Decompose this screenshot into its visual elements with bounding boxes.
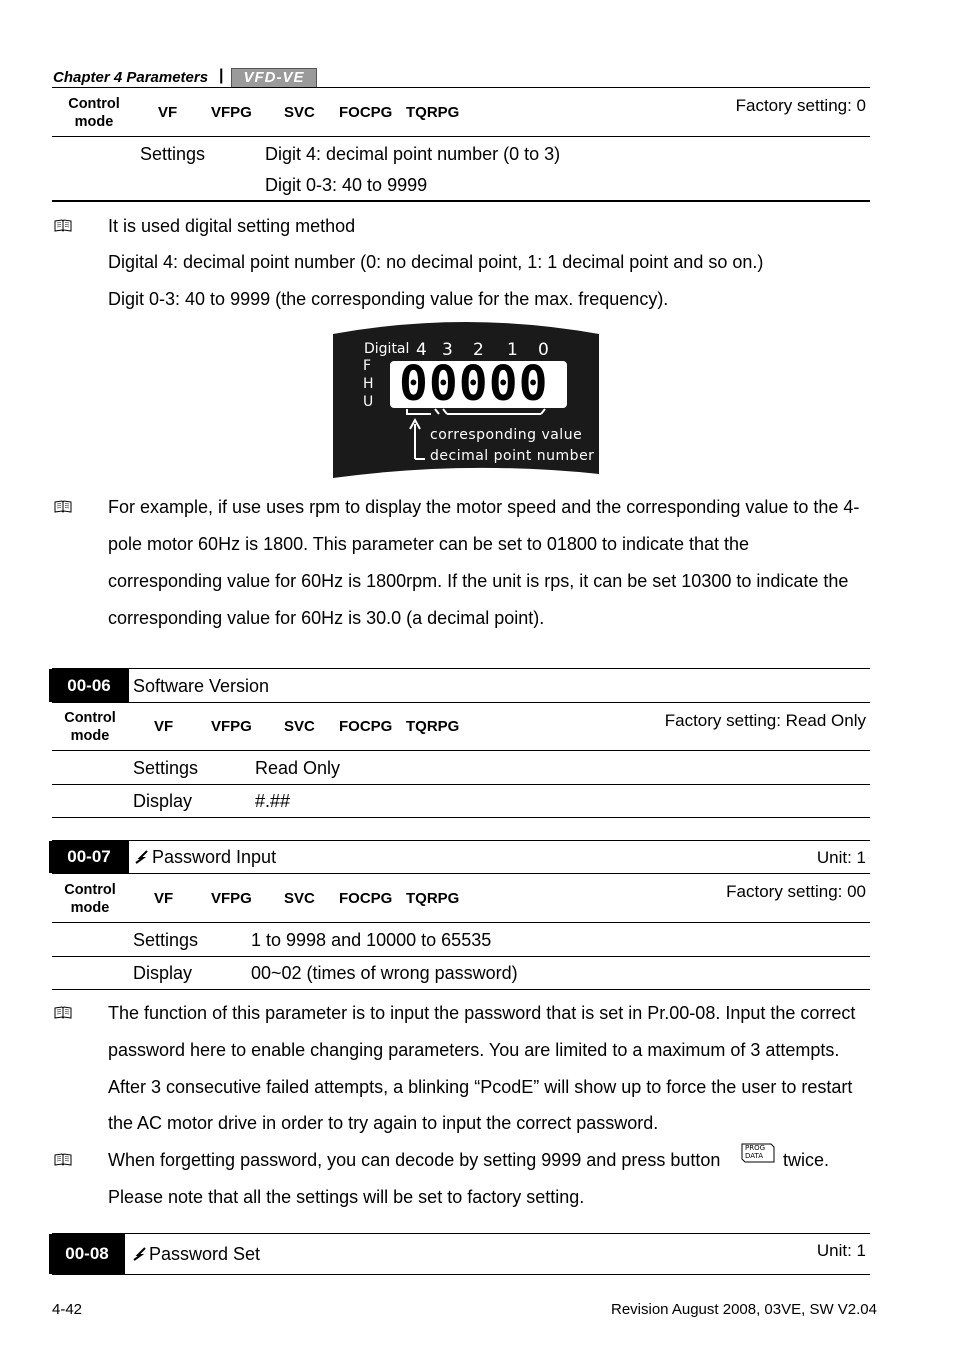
note2-line3: corresponding value for 60Hz is 1800rpm. If the unit is rps, it can be set 10300 to indicate the	[108, 571, 849, 591]
note1-line3: Digit 0-3: 40 to 9999 (the corresponding value for the max. frequency).	[108, 289, 669, 309]
display-value: 00~02 (times of wrong password)	[251, 963, 518, 983]
lcd-letter-u: U	[363, 394, 374, 410]
lcd-digit-2: 2	[473, 340, 484, 360]
factory-setting: Factory setting: 0	[735, 96, 866, 115]
factory-setting: Factory setting: Read Only	[664, 711, 866, 730]
settings-value-line2: Digit 0-3: 40 to 9999	[265, 175, 428, 195]
book-icon	[54, 500, 72, 514]
mode-svc: SVC	[284, 890, 315, 907]
settings-value-line1: Digit 4: decimal point number (0 to 3)	[265, 144, 561, 164]
settings-label: Settings	[133, 758, 199, 778]
mode-focpg: FOCPG	[339, 104, 393, 121]
vfd-ve-logo: VFD-VE	[231, 68, 317, 88]
note1-line2: Digital 4: decimal point number (0: no decimal point, 1: 1 decimal point and so on.)	[108, 252, 764, 272]
table-top-rule	[52, 1233, 870, 1234]
note3-line3: After 3 consecutive failed attempts, a blinking “PcodE” will show up to force the user to restart	[108, 1077, 853, 1097]
mode-tqrpg: TQRPG	[406, 104, 460, 121]
note4-line1: When forgetting password, you can decode by setting 9999 and press button	[108, 1150, 721, 1170]
display-label: Display	[133, 791, 193, 811]
table-top-rule	[52, 87, 870, 88]
param-id-00-08: 00-08	[49, 1234, 125, 1274]
mode-tqrpg: TQRPG	[406, 718, 460, 735]
control-mode-label: Control mode	[64, 882, 116, 916]
mode-vf: VF	[158, 104, 178, 121]
lcd-digit-1: 1	[507, 340, 518, 360]
lcd-digit-3: 3	[442, 340, 453, 360]
mode-svc: SVC	[284, 718, 315, 735]
mode-vf: VF	[154, 718, 174, 735]
revision-info: Revision August 2008, 03VE, SW V2.04	[611, 1301, 877, 1318]
data-label: DATA	[745, 1152, 764, 1160]
table-rule	[52, 702, 870, 703]
display-value: #.##	[255, 791, 291, 811]
note3-line4: the AC motor drive in order to try again to input the correct password.	[108, 1113, 659, 1133]
settings-label: Settings	[140, 144, 206, 164]
note4-line1-end: twice.	[783, 1150, 830, 1170]
note3-line1: The function of this parameter is to input the password that is set in Pr.00-08. Input the correct	[108, 1003, 856, 1023]
note4-line2: Please note that all the settings will be set to factory setting.	[108, 1187, 585, 1207]
mode-vfpg: VFPG	[211, 104, 252, 121]
table-bottom-rule	[52, 817, 870, 818]
book-icon	[54, 1006, 72, 1020]
table-top-rule	[52, 840, 870, 841]
control-mode-label: Control mode	[68, 96, 120, 130]
table-rule	[52, 956, 870, 957]
lcd-letter-h: H	[363, 376, 374, 392]
factory-setting: Factory setting: 00	[726, 882, 866, 901]
mode-focpg: FOCPG	[339, 718, 393, 735]
mode-vf: VF	[154, 890, 174, 907]
table-bottom-rule	[52, 989, 870, 990]
lightning-icon	[135, 850, 149, 864]
param-name-00-08: Password Set	[149, 1244, 261, 1264]
lcd-label-decimal: decimal point number	[430, 448, 595, 464]
header-separator: |	[219, 67, 224, 84]
book-icon	[54, 1153, 72, 1167]
control-mode-label: Control mode	[64, 710, 116, 744]
mode-vfpg: VFPG	[211, 718, 252, 735]
note1-line1: It is used digital setting method	[108, 216, 356, 236]
param-name-00-07: Password Input	[152, 847, 277, 867]
table-top-rule	[52, 668, 870, 669]
param-unit-00-08: Unit: 1	[816, 1241, 866, 1260]
lcd-digital-label: Digital	[364, 341, 410, 357]
lcd-digit-0: 0	[538, 340, 549, 360]
table-rule	[52, 136, 870, 137]
prog-data-button-icon	[741, 1143, 775, 1163]
param-name-00-06: Software Version	[133, 676, 270, 696]
display-label: Display	[133, 963, 193, 983]
table-bottom-rule	[52, 1274, 870, 1275]
mode-focpg: FOCPG	[339, 890, 393, 907]
lcd-letter-f: F	[363, 358, 372, 374]
note2-line4: corresponding value for 60Hz is 30.0 (a decimal point).	[108, 608, 545, 628]
table-rule	[52, 873, 870, 874]
table-bottom-rule	[52, 200, 870, 202]
table-rule	[52, 750, 870, 751]
table-rule	[52, 784, 870, 785]
note2-line2: pole motor 60Hz is 1800. This parameter can be set to 01800 to indicate that the	[108, 534, 750, 554]
settings-value: 1 to 9998 and 10000 to 65535	[251, 930, 492, 950]
prog-label: PROG	[745, 1144, 766, 1152]
lcd-display-figure	[333, 316, 599, 481]
table-rule	[52, 922, 870, 923]
lcd-value: 00000	[399, 356, 549, 412]
page-number: 4-42	[52, 1301, 83, 1318]
param-id-00-07: 00-07	[49, 841, 129, 873]
book-icon	[54, 219, 72, 233]
chapter-title: Chapter 4 Parameters	[53, 69, 209, 86]
lcd-label-corresponding: corresponding value	[430, 427, 583, 443]
lightning-icon	[133, 1247, 147, 1261]
mode-vfpg: VFPG	[211, 890, 252, 907]
lcd-digit-4: 4	[416, 340, 427, 360]
param-id-00-06: 00-06	[49, 669, 129, 702]
note3-line2: password here to enable changing parameters. You are limited to a maximum of 3 attempts.	[108, 1040, 840, 1060]
mode-tqrpg: TQRPG	[406, 890, 460, 907]
param-unit-00-07: Unit: 1	[816, 848, 866, 867]
settings-value: Read Only	[255, 758, 341, 778]
mode-svc: SVC	[284, 104, 315, 121]
settings-label: Settings	[133, 930, 199, 950]
note2-line1: For example, if use uses rpm to display the motor speed and the corresponding value to the 4-	[108, 497, 860, 517]
